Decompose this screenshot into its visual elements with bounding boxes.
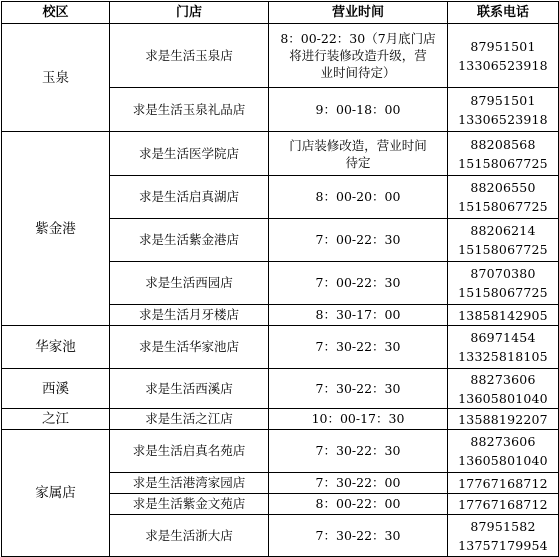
- hours-cell: [269, 494, 448, 515]
- hours-line: 将进行装修改造升级，营: [289, 48, 427, 63]
- hours-line: 7：30-22：30: [315, 443, 401, 458]
- store-name-cell: 求是生活浙大店: [110, 515, 269, 557]
- hours-line: 7：30-22：30: [315, 339, 401, 354]
- campus-cell: 家属店: [2, 430, 110, 557]
- header-hours: 营业时间: [269, 2, 448, 24]
- phone-cell: [448, 494, 559, 515]
- hours-cell: [269, 219, 448, 262]
- store-name-cell: 求是生活港湾家园店: [110, 473, 269, 494]
- table-body: [2, 24, 559, 557]
- hours-cell: [269, 24, 448, 88]
- hours-cell: [269, 262, 448, 305]
- hours-cell: [269, 409, 448, 430]
- phone-cell: [448, 409, 559, 430]
- store-name-cell: 求是生活玉泉礼品店: [110, 88, 269, 132]
- phone-number: 13306523918: [458, 111, 548, 127]
- store-name-cell: 求是生活西溪店: [110, 369, 269, 409]
- table-row: [2, 24, 559, 88]
- hours-cell: [269, 473, 448, 494]
- phone-number: 13605801040: [458, 390, 548, 406]
- phone-number: 15158067725: [458, 242, 548, 257]
- phone-number: 15158067725: [458, 285, 548, 300]
- phone-number: 15158067725: [458, 155, 548, 171]
- hours-cell: [269, 430, 448, 473]
- hours-line: 9：00-18：00: [315, 101, 401, 117]
- table-row: [2, 132, 559, 176]
- phone-number: 88273606: [470, 371, 536, 387]
- phone-number: 87070380: [470, 266, 536, 281]
- phone-cell: [448, 176, 559, 219]
- store-name-cell: 求是生活启真湖店: [110, 176, 269, 219]
- phone-number: 88273606: [470, 434, 536, 449]
- phone-cell: [448, 132, 559, 176]
- store-name-cell: 求是生活紫金文苑店: [110, 494, 269, 515]
- hours-line: 7：30-22：30: [315, 380, 401, 396]
- phone-number: 88208568: [470, 136, 536, 152]
- hours-line: 8：00-22：30（7月底门店: [280, 31, 436, 46]
- phone-number: 17767168712: [458, 496, 548, 512]
- phone-number: 87951501: [470, 38, 536, 54]
- store-name-cell: 求是生活月牙楼店: [110, 305, 269, 326]
- phone-cell: [448, 515, 559, 557]
- hours-line: 业时间待定）: [320, 65, 396, 80]
- store-hours-table: [1, 1, 559, 557]
- hours-line: 7：00-22：30: [315, 232, 401, 247]
- table-row: [2, 326, 559, 369]
- store-name-cell: 求是生活玉泉店: [110, 24, 269, 88]
- phone-number: 15158067725: [458, 199, 548, 214]
- hours-line: 7：30-22：00: [315, 475, 401, 490]
- store-name-cell: 求是生活之江店: [110, 409, 269, 430]
- header-campus: 校区: [2, 2, 110, 24]
- phone-cell: [448, 305, 559, 326]
- campus-cell: 紫金港: [2, 132, 110, 326]
- phone-number: 88206550: [470, 180, 536, 195]
- hours-cell: [269, 132, 448, 176]
- phone-cell: [448, 24, 559, 88]
- phone-number: 13325818105: [458, 349, 548, 364]
- phone-number: 13588192207: [458, 411, 548, 427]
- campus-cell: 玉泉: [2, 24, 110, 132]
- hours-line: 待定: [345, 154, 371, 170]
- phone-number: 88206214: [470, 223, 536, 238]
- phone-number: 87951501: [470, 92, 536, 108]
- store-name-cell: 求是生活医学院店: [110, 132, 269, 176]
- store-name-cell: 求是生活紫金港店: [110, 219, 269, 262]
- header-store: 门店: [110, 2, 269, 24]
- hours-cell: [269, 176, 448, 219]
- phone-number: 13757179954: [458, 537, 548, 553]
- hours-line: 8：00-22：00: [315, 496, 401, 511]
- hours-line: 门店装修改造，营业时间: [289, 137, 427, 153]
- campus-cell: 之江: [2, 409, 110, 430]
- phone-cell: [448, 219, 559, 262]
- table-row: [2, 369, 559, 409]
- phone-cell: [448, 430, 559, 473]
- hours-cell: [269, 369, 448, 409]
- campus-cell: 西溪: [2, 369, 110, 409]
- hours-line: 8：00-20：00: [315, 189, 401, 204]
- table-row: [2, 409, 559, 430]
- phone-cell: [448, 473, 559, 494]
- hours-cell: [269, 515, 448, 557]
- campus-cell: 华家池: [2, 326, 110, 369]
- hours-cell: [269, 326, 448, 369]
- phone-cell: [448, 326, 559, 369]
- phone-number: 13306523918: [458, 57, 548, 73]
- table-row: [2, 430, 559, 473]
- store-name-cell: 求是生活西园店: [110, 262, 269, 305]
- hours-cell: [269, 305, 448, 326]
- phone-number: 13858142905: [458, 307, 548, 323]
- hours-line: 7：30-22：30: [315, 527, 401, 543]
- store-name-cell: 求是生活启真名苑店: [110, 430, 269, 473]
- phone-number: 13605801040: [458, 453, 548, 468]
- phone-number: 86971454: [470, 330, 536, 345]
- header-phone: 联系电话: [448, 2, 559, 24]
- hours-line: 7：00-22：30: [315, 275, 401, 290]
- hours-line: 8：30-17：00: [315, 307, 401, 322]
- phone-cell: [448, 262, 559, 305]
- phone-number: 87951582: [470, 518, 536, 534]
- phone-cell: [448, 369, 559, 409]
- header-row: [2, 2, 559, 24]
- hours-cell: [269, 88, 448, 132]
- hours-line: 10：00-17：30: [311, 411, 405, 426]
- phone-cell: [448, 88, 559, 132]
- phone-number: 17767168712: [458, 475, 548, 491]
- store-name-cell: 求是生活华家池店: [110, 326, 269, 369]
